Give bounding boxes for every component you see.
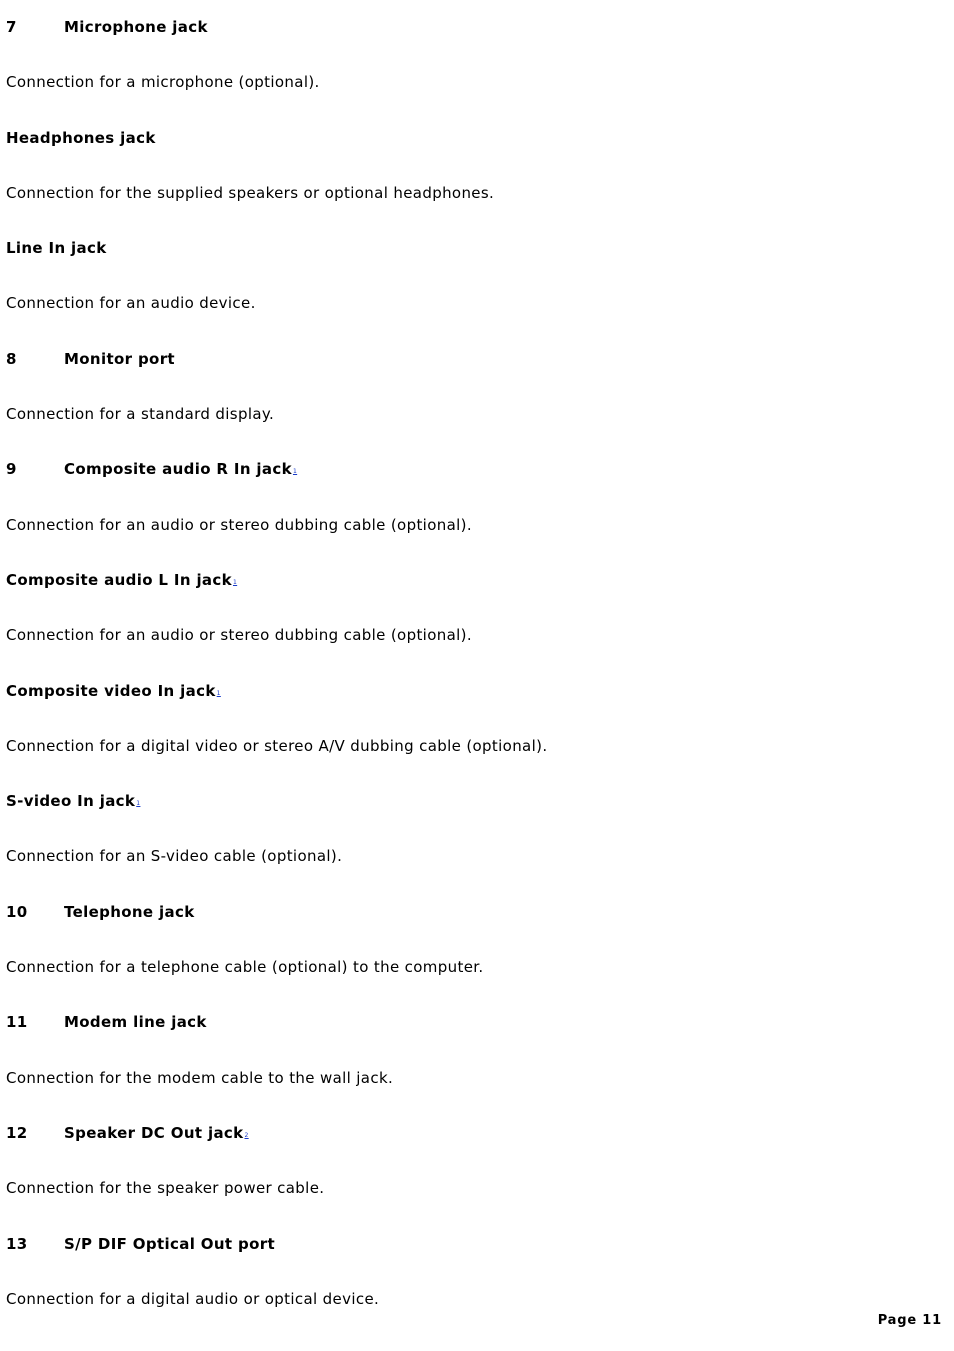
section-heading-sp-dif-optical-out-port (6, 1217, 936, 1272)
document-body (6, 0, 936, 1327)
footnote-link[interactable]: 1 (232, 578, 238, 586)
section-description: Connection for an audio device. (6, 294, 256, 313)
section-description: Connection for an S-video cable (optional). (6, 847, 343, 866)
section-heading-speaker-dc-out-jack (6, 1106, 936, 1161)
section-title: Speaker DC Out jack (64, 1123, 244, 1142)
section-description: Connection for a microphone (optional). (6, 73, 320, 92)
section-heading-composite-video-in-jack (6, 664, 936, 719)
item-number: 13 (6, 1234, 28, 1253)
section-description: Connection for a digital audio or optical device. (6, 1289, 380, 1308)
page-number: Page 11 (877, 1313, 942, 1328)
section-heading-modem-line-jack (6, 995, 936, 1050)
footnote-link[interactable]: 1 (136, 800, 141, 808)
item-number: 7 (6, 18, 17, 36)
section-heading-telephone-jack (6, 885, 936, 940)
section-title: Line In jack (6, 239, 107, 258)
section-title: Telephone jack (64, 902, 195, 921)
footnote-link[interactable]: 2 (244, 1131, 249, 1139)
section-heading-s-video-in-jack (6, 774, 936, 829)
section-title: Microphone jack (64, 18, 208, 36)
item-number: 10 (6, 902, 28, 921)
item-number: 9 (6, 460, 17, 479)
section-title: S/P DIF Optical Out port (64, 1234, 276, 1253)
section-description: Connection for an audio or stereo dubbing cable (optional). (6, 515, 472, 534)
item-number: 11 (6, 1013, 28, 1032)
section-description: Connection for the supplied speakers or optional headphones. (6, 183, 495, 202)
section-title: Monitor port (64, 349, 175, 368)
section-description: Connection for a digital video or stereo A/V dubbing cable (optional). (6, 736, 548, 755)
section-heading-monitor-port (6, 332, 936, 387)
item-number: 12 (6, 1123, 28, 1142)
section-description: Connection for the modem cable to the wall jack. (6, 1068, 394, 1087)
item-number: 8 (6, 349, 17, 368)
section-heading-headphones-jack (6, 111, 936, 166)
section-description: Connection for the speaker power cable. (6, 1179, 325, 1198)
section-heading-line-in-jack (6, 221, 936, 276)
section-description: Connection for a telephone cable (optional) to the computer. (6, 958, 484, 977)
section-title: Composite video In jack (6, 681, 216, 700)
section-title: Composite audio R In jack (64, 460, 292, 479)
section-heading-microphone-jack (6, 0, 936, 55)
section-description: Connection for a standard display. (6, 405, 275, 424)
section-description: Connection for an audio or stereo dubbing cable (optional). (6, 626, 472, 645)
section-title: Headphones jack (6, 128, 156, 147)
footnote-link[interactable]: 1 (216, 689, 221, 697)
section-heading-composite-audio-r-in-jack (6, 442, 936, 497)
section-title: Modem line jack (64, 1013, 207, 1032)
section-title: S-video In jack (6, 792, 136, 811)
section-title: Composite audio L In jack (6, 570, 232, 589)
section-heading-composite-audio-l-in-jack (6, 553, 936, 608)
footnote-link[interactable]: 1 (292, 468, 298, 476)
